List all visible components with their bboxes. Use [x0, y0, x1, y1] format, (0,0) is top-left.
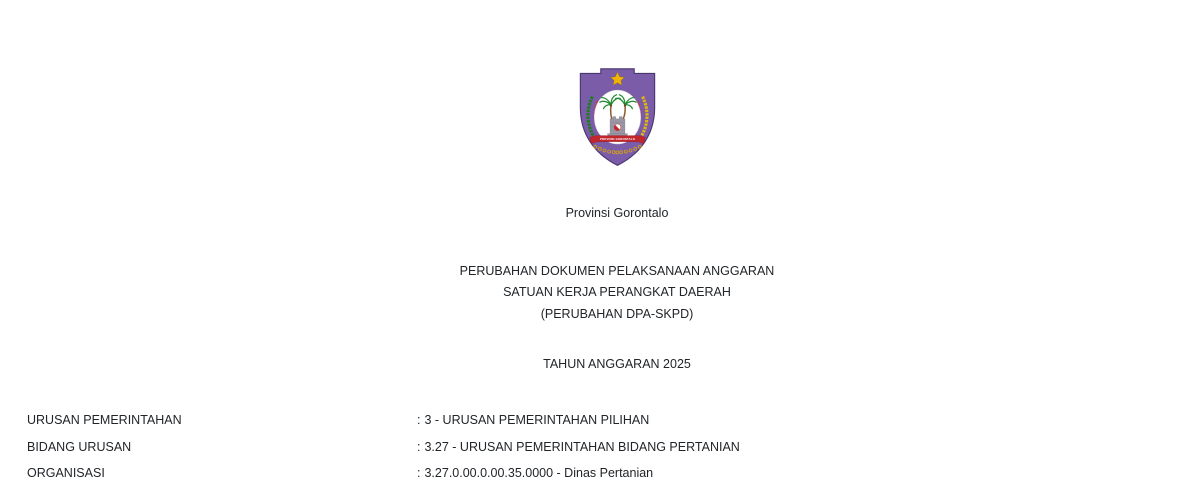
- document-title-line-3: (PERUBAHAN DPA-SKPD): [540, 306, 694, 321]
- palm-coconut: [624, 104, 626, 106]
- info-separator: :: [417, 466, 421, 481]
- info-value: [417, 413, 649, 427]
- document-title: [45, 261, 1189, 325]
- province-name: Provinsi Gorontalo: [565, 206, 669, 220]
- gorontalo-coat-of-arms-icon: [571, 66, 664, 170]
- info-value: [417, 466, 653, 480]
- info-row-urusan-pemerintahan: [27, 413, 1189, 440]
- palm-coconut: [610, 104, 612, 106]
- info-row-bidang-urusan: [27, 440, 1189, 467]
- document-title-line-1: PERUBAHAN DOKUMEN PELAKSANAAN ANGGARAN: [459, 264, 775, 278]
- fiscal-year: TAHUN ANGGARAN 2025: [543, 357, 691, 371]
- document-info-table: [27, 413, 1189, 493]
- info-value-text: 3.27.0.00.0.00.35.0000 - Dinas Pertanian: [424, 466, 654, 481]
- info-value-text: 3 - URUSAN PEMERINTAHAN PILIHAN: [424, 413, 650, 427]
- info-value: [417, 440, 740, 454]
- info-separator: :: [417, 413, 421, 427]
- info-row-organisasi: [27, 466, 1189, 493]
- emblem-banner-text: PROVINSI GORONTALO: [599, 136, 636, 141]
- info-label: URUSAN PEMERINTAHAN: [27, 413, 182, 427]
- info-value-text: 3.27 - URUSAN PEMERINTAHAN BIDANG PERTANIAN: [424, 439, 740, 454]
- info-label: BIDANG URUSAN: [27, 439, 132, 454]
- document-title-line-2: SATUAN KERJA PERANGKAT DAERAH: [503, 285, 731, 300]
- info-separator: :: [417, 439, 421, 454]
- info-label: ORGANISASI: [27, 466, 105, 481]
